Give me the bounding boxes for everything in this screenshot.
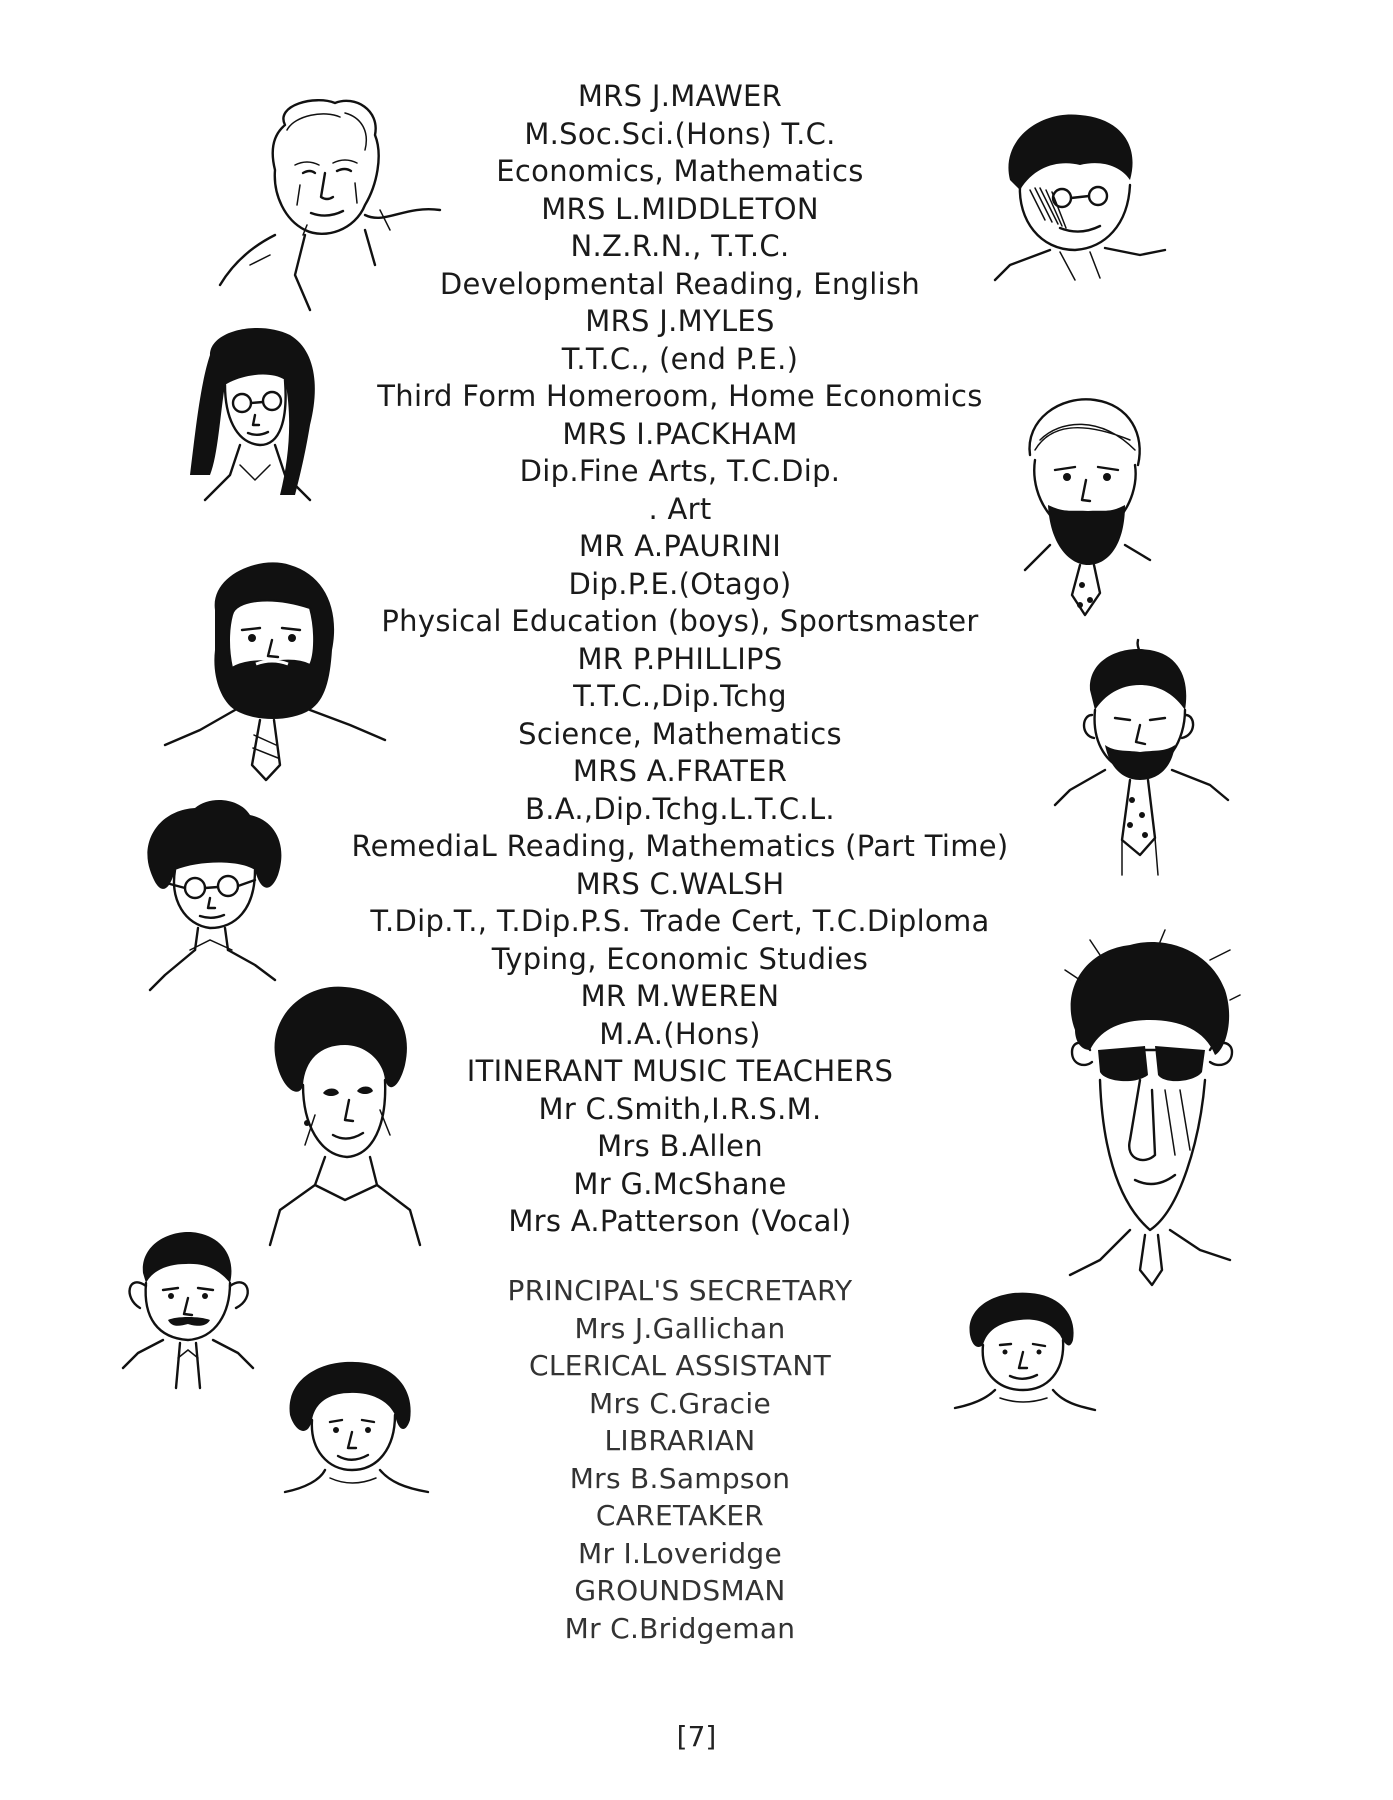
staff-subjects: . Art (648, 491, 712, 526)
support-name: Mr C.Bridgeman (564, 1611, 796, 1645)
staff-name: MR P.PHILLIPS (577, 641, 783, 676)
portrait-woman-curly-hair-glasses-sketch (140, 800, 290, 1010)
staff-qualifications: Dip.P.E.(Otago) (568, 566, 792, 601)
staff-qualifications: Dip.Fine Arts, T.C.Dip. (519, 454, 841, 488)
staff-subjects: Science, Mathematics (518, 716, 842, 751)
support-role: GROUNDSMAN (574, 1574, 786, 1607)
staff-qualifications: M.Soc.Sci.(Hons) T.C. (524, 116, 836, 151)
support-name: Mrs J.Gallichan (574, 1311, 786, 1345)
staff-subjects: Typing, Economic Studies (491, 941, 869, 976)
staff-name: MRS A.FRATER (572, 754, 788, 788)
staff-qualifications: T.T.C.,Dip.Tchg (573, 679, 787, 713)
support-name: Mrs C.Gracie (589, 1386, 771, 1420)
staff-subjects: RemediaL Reading, Mathematics (Part Time) (351, 829, 1009, 863)
staff-name: MRS I.PACKHAM (562, 416, 798, 451)
staff-qualifications: N.Z.R.N., T.T.C. (570, 229, 790, 263)
music-teacher: Mr C.Smith,I.R.S.M. (538, 1091, 822, 1126)
staff-subjects: Developmental Reading, English (439, 266, 921, 301)
support-name: Mr I.Loveridge (577, 1536, 783, 1570)
staff-subjects: Third Form Homeroom, Home Economics (377, 379, 983, 413)
page-number: [7] (676, 1720, 717, 1753)
portrait-man-beard-sketch (1010, 395, 1160, 615)
staff-name: MR M.WEREN (580, 979, 780, 1013)
portrait-man-dark-hair-sketch (990, 110, 1170, 290)
staff-qualifications: T.Dip.T., T.Dip.P.S. Trade Cert, T.C.Diploma (370, 904, 990, 938)
support-name: Mrs B.Sampson (569, 1461, 791, 1495)
staff-name: MRS L.MIDDLETON (541, 191, 819, 226)
music-heading: ITINERANT MUSIC TEACHERS (466, 1054, 894, 1088)
staff-qualifications: M.A.(Hons) (599, 1016, 761, 1051)
staff-name: MRS J.MAWER (577, 79, 783, 113)
staff-qualifications: T.T.C., (end P.E.) (561, 341, 799, 376)
portrait-man-beard-spotted-tie-sketch (1050, 640, 1230, 880)
portrait-man-sunglasses-caricature (1060, 940, 1240, 1300)
support-role: CLERICAL ASSISTANT (528, 1349, 832, 1382)
portrait-woman-long-hair-glasses-sketch (180, 325, 330, 525)
portrait-woman-short-hair-sketch (280, 1360, 430, 1500)
portrait-man-moustache-sketch (118, 1228, 258, 1398)
support-role: CARETAKER (595, 1499, 765, 1532)
staff-name: MR A.PAURINI (578, 529, 782, 563)
support-role: PRINCIPAL'S SECRETARY (507, 1274, 853, 1307)
music-teacher: Mrs B.Allen (597, 1129, 763, 1163)
staff-subjects: Physical Education (boys), Sportsmaster (381, 604, 979, 638)
staff-subjects: Economics, Mathematics (496, 154, 864, 188)
portrait-woman-bob-hair-sketch (955, 1290, 1095, 1430)
music-teacher: Mrs A.Patterson (Vocal) (508, 1204, 852, 1238)
portrait-older-man-sketch (215, 95, 445, 325)
portrait-woman-bouffant-hair-sketch (265, 985, 425, 1255)
support-role: LIBRARIAN (604, 1424, 756, 1457)
staff-name: MRS C.WALSH (575, 866, 785, 901)
staff-name: MRS J.MYLES (585, 304, 775, 338)
portrait-man-full-beard-tie-sketch (160, 560, 390, 780)
music-teacher: Mr G.McShane (573, 1166, 787, 1201)
staff-qualifications: B.A.,Dip.Tchg.L.T.C.L. (525, 791, 835, 826)
